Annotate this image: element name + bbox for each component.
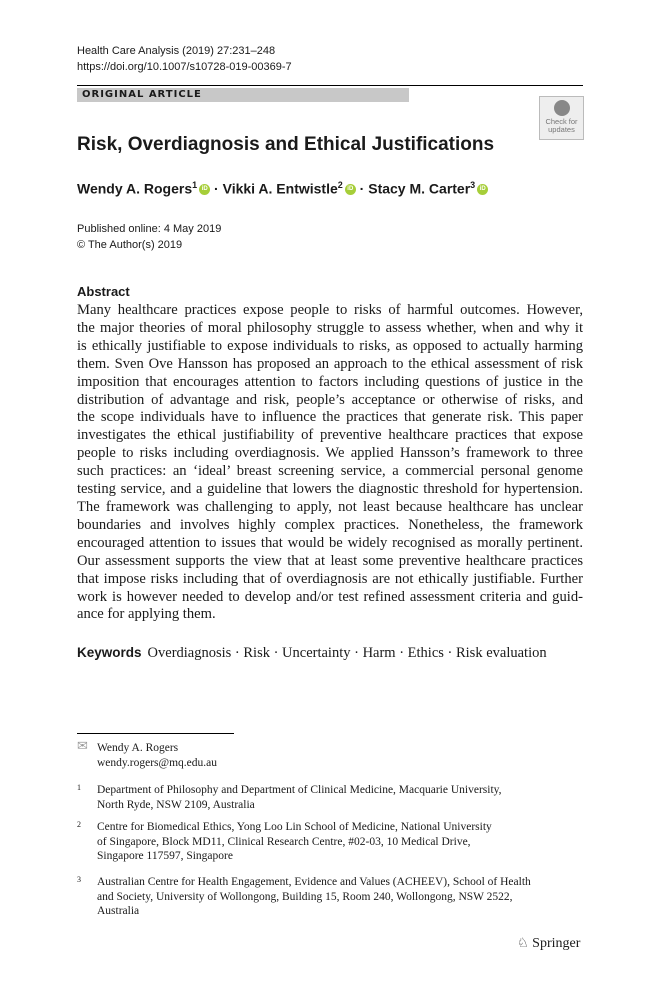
publication-info	[77, 221, 221, 253]
author-name[interactable]: Stacy M. Carter	[368, 180, 471, 197]
doi-link[interactable]: https://doi.org/10.1007/s10728-019-00369-7	[77, 61, 292, 73]
publisher-name: Springer	[532, 936, 581, 951]
orcid-icon[interactable]: iD	[199, 184, 210, 195]
check-for-updates-button[interactable]	[539, 96, 584, 140]
affiliation-ref: 1	[192, 180, 198, 190]
crossmark-icon	[554, 100, 570, 116]
abstract-body	[77, 302, 583, 624]
abstract-line: The framework was challenging to apply, not least because healthcare has unclear	[77, 498, 583, 515]
orcid-icon[interactable]: iD	[477, 184, 488, 195]
affiliation-line: Australia	[97, 905, 140, 917]
abstract-line: Our assessment supports the view that at least some preventive healthcare practices	[77, 552, 583, 569]
abstract-line: them. Sven Ove Hansson has proposed an approach to the ethical assessment of risk	[77, 355, 583, 372]
header-rule	[77, 85, 583, 86]
affiliation-ref: 2	[337, 180, 343, 190]
abstract-line: that impose risks including that of overdiagnosis are not ethically justifiable. Further	[77, 570, 583, 587]
affiliation-line: North Ryde, NSW 2109, Australia	[97, 798, 255, 811]
separator: ·	[210, 180, 223, 197]
correspondent-email[interactable]: wendy.rogers@mq.edu.au	[97, 756, 218, 769]
correspondence	[97, 741, 217, 770]
author-name[interactable]: Wendy A. Rogers	[77, 180, 193, 197]
envelope-icon: ✉	[77, 738, 88, 753]
affiliation	[97, 783, 502, 812]
author-name[interactable]: Vikki A. Entwistle	[222, 180, 338, 197]
updates-label: updates	[548, 125, 575, 134]
affiliation-line: and Society, University of Wollongong, Building 15, Room 240, Wollongong, NSW 2522,	[97, 890, 513, 903]
section-label: ORIGINAL ARTICLE	[77, 88, 409, 102]
affiliation-line: Department of Philosophy and Department of Clinical Medicine, Macquarie University,	[97, 784, 502, 796]
abstract-line: ance for applying them.	[77, 606, 216, 623]
affiliation-number: 1	[77, 783, 81, 792]
affiliation-line: Australian Centre for Health Engagement, Evidence and Values (ACHEEV), School of Health	[97, 876, 531, 888]
publisher-logo	[517, 935, 580, 952]
abstract-line: boundaries and involves highly complex practices. Nonetheless, the framework	[77, 516, 583, 533]
keywords-value: Overdiagnosis · Risk · Uncertainty · Harm · Ethics · Risk evaluation	[147, 645, 547, 661]
abstract-line: investigates the ethical justifiability of preventive healthcare practices that expose	[77, 427, 583, 444]
copyright: © The Author(s) 2019	[77, 239, 183, 251]
affiliation-number: 2	[77, 820, 81, 829]
abstract-heading: Abstract	[77, 284, 130, 299]
journal-citation: Health Care Analysis (2019) 27:231–248	[77, 45, 276, 57]
paper-title: Risk, Overdiagnosis and Ethical Justifications	[77, 134, 495, 155]
footnote-rule	[77, 733, 234, 734]
abstract-line: encouraged attention to issues that would be widely recognised as morally pertinent.	[77, 534, 583, 551]
affiliation-line: Singapore 117597, Singapore	[97, 850, 233, 862]
affiliation	[97, 875, 531, 919]
published-date: Published online: 4 May 2019	[77, 223, 222, 235]
abstract-line: is ethically justifiable to expose individuals to risks, as opposed to actually harming	[77, 337, 583, 354]
orcid-icon[interactable]: iD	[345, 184, 356, 195]
abstract-line: the scope individuals have to influence the practices that generate risk. This paper	[77, 409, 583, 426]
affiliation-line: Centre for Biomedical Ethics, Yong Loo Lin School of Medicine, National University	[97, 821, 492, 833]
check-label: Check for	[545, 117, 578, 126]
affiliation-number: 3	[77, 875, 81, 884]
author-list	[77, 180, 488, 197]
springer-horse-icon: ♘	[517, 935, 529, 950]
abstract-line: imposition that encourages attention to factors including questions of justice in the	[77, 373, 583, 390]
abstract-line: work is however needed to develop and/or test refined assessment criteria and guid-	[77, 588, 583, 605]
abstract-line: Many healthcare practices expose people to risks of harmful outcomes. However,	[77, 302, 583, 318]
keywords-label: Keywords	[77, 645, 142, 660]
abstract-line: testing service, and a guideline that lowers the diagnostic threshold for hypertension.	[77, 481, 583, 498]
abstract-line: people to risks including overdiagnosis. We applied Hansson’s framework to three	[77, 445, 583, 462]
affiliation-line: of Singapore, Block MD11, Clinical Research Centre, #02-03, 10 Medical Drive,	[97, 835, 471, 848]
journal-info	[77, 43, 292, 75]
correspondent-name: Wendy A. Rogers	[97, 742, 179, 754]
keywords	[77, 645, 547, 662]
separator: ·	[355, 180, 369, 197]
abstract-line: distribution of advantage and risk, people’s acceptance or otherwise of risks, and	[77, 391, 583, 408]
abstract-line: such practices: an ‘ideal’ breast screening service, a commercial personal genome	[77, 463, 583, 480]
abstract-line: the major theories of moral philosophy struggle to assess whether, when and why it	[77, 319, 583, 336]
affiliation-ref: 3	[470, 180, 476, 190]
affiliation	[97, 820, 492, 864]
